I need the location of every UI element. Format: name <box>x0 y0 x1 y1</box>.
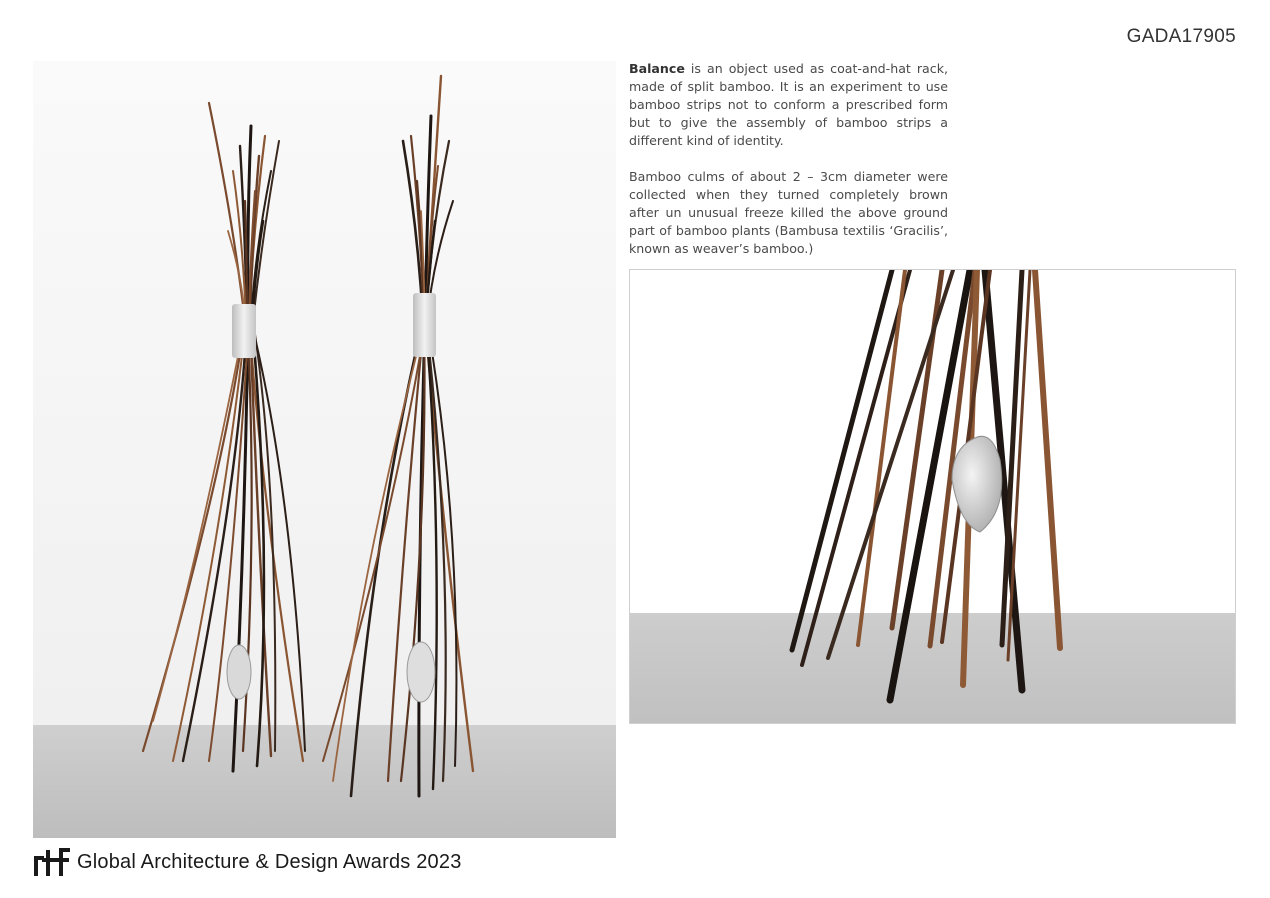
sculpture-photo-detail <box>629 269 1236 724</box>
description-paragraph-1-text: is an object used as coat-and-hat rack, made of split bamboo. It is an experiment to use bamboo strips not to conform a prescribed form but to give the assembly of bamboo strips a different kind of identity. <box>629 61 948 148</box>
project-code: GADA17905 <box>1126 26 1236 47</box>
project-name: Balance <box>629 61 685 76</box>
sculpture-photo-full <box>33 61 616 838</box>
project-description <box>629 60 948 276</box>
rtf-logo-icon <box>33 846 71 878</box>
description-paragraph-1 <box>629 60 948 150</box>
description-paragraph-2: Bamboo culms of about 2 – 3cm diameter were collected when they turned completely brown after un unusual freeze killed the above ground part of bamboo plants (Bambusa textilis ‘Gracilis’, known as weaver’s bamboo.) <box>629 169 948 256</box>
footer <box>33 846 462 878</box>
award-title: Global Architecture & Design Awards 2023 <box>77 850 462 873</box>
